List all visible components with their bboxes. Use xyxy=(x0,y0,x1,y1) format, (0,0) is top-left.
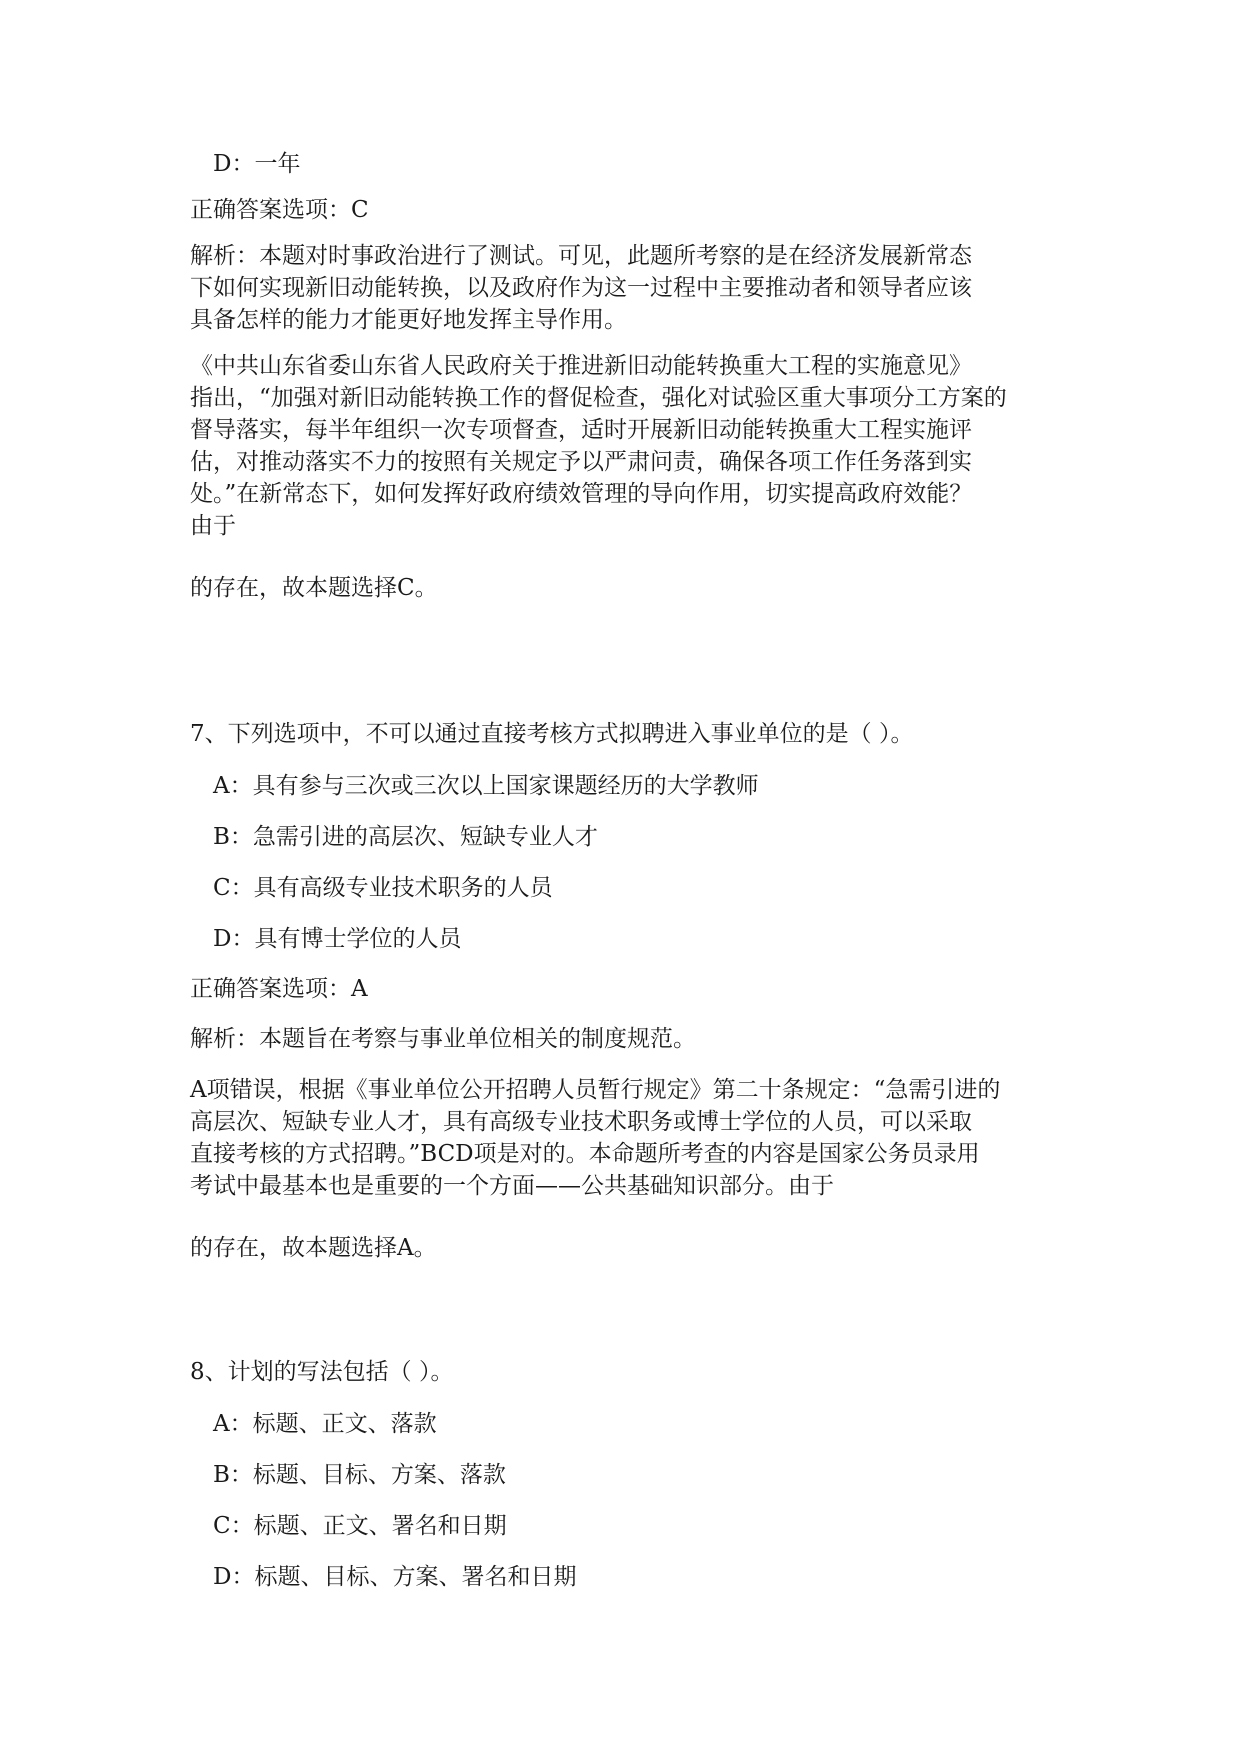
q7-detail-line-1: A项错误，根据《事业单位公开招聘人员暂行规定》第二十条规定：“急需引进的 xyxy=(190,1077,1001,1103)
q7-detail-line-2: 高层次、短缺专业人才，具有高级专业技术职务或博士学位的人员，可以采取 xyxy=(190,1109,972,1135)
q6-quote-line-2: 指出，“加强对新旧动能转换工作的督促检查，强化对试验区重大事项分工方案的 xyxy=(190,385,1007,411)
q6-answer: 正确答案选项：C xyxy=(190,197,369,223)
q8-option-d: D：标题、目标、方案、署名和日期 xyxy=(213,1564,577,1590)
q6-quote-line-1: 《中共山东省委山东省人民政府关于推进新旧动能转换重大工程的实施意见》 xyxy=(190,353,972,379)
q6-analysis-line-2: 下如何实现新旧动能转换，以及政府作为这一过程中主要推动者和领导者应该 xyxy=(190,275,972,301)
q6-quote-line-6: 由于 xyxy=(190,513,236,539)
q6-conclusion: 的存在，故本题选择C。 xyxy=(190,575,438,601)
q7-option-c: C：具有高级专业技术职务的人员 xyxy=(213,875,553,901)
q7-stem: 7、下列选项中，不可以通过直接考核方式拟聘进入事业单位的是（ ）。 xyxy=(190,721,914,747)
q6-quote-line-4: 估，对推动落实不力的按照有关规定予以严肃问责，确保各项工作任务落到实 xyxy=(190,449,972,475)
q8-option-b: B：标题、目标、方案、落款 xyxy=(213,1462,506,1488)
q6-quote-line-5: 处。”在新常态下，如何发挥好政府绩效管理的导向作用，切实提高政府效能？ xyxy=(190,481,973,507)
q7-conclusion: 的存在，故本题选择A。 xyxy=(190,1235,437,1261)
q7-option-d: D：具有博士学位的人员 xyxy=(213,926,462,952)
q6-analysis-line-1: 解析：本题对时事政治进行了测试。可见，此题所考察的是在经济发展新常态 xyxy=(190,243,972,269)
q6-option-d: D：一年 xyxy=(213,151,301,177)
q6-quote-line-3: 督导落实，每半年组织一次专项督查，适时开展新旧动能转换重大工程实施评 xyxy=(190,417,972,443)
q8-option-a: A：标题、正文、落款 xyxy=(213,1411,437,1437)
q7-option-b: B：急需引进的高层次、短缺专业人才 xyxy=(213,824,598,850)
q6-analysis-line-3: 具备怎样的能力才能更好地发挥主导作用。 xyxy=(190,307,627,333)
q8-stem: 8、计划的写法包括（ ）。 xyxy=(190,1359,454,1385)
q7-detail-line-3: 直接考核的方式招聘。”BCD项是对的。本命题所考查的内容是国家公务员录用 xyxy=(190,1141,980,1167)
q7-answer: 正确答案选项：A xyxy=(190,976,368,1002)
q8-option-c: C：标题、正文、署名和日期 xyxy=(213,1513,507,1539)
q7-analysis: 解析：本题旨在考察与事业单位相关的制度规范。 xyxy=(190,1026,696,1052)
q7-detail-line-4: 考试中最基本也是重要的一个方面——公共基础知识部分。由于 xyxy=(190,1173,834,1199)
q7-option-a: A：具有参与三次或三次以上国家课题经历的大学教师 xyxy=(213,773,759,799)
